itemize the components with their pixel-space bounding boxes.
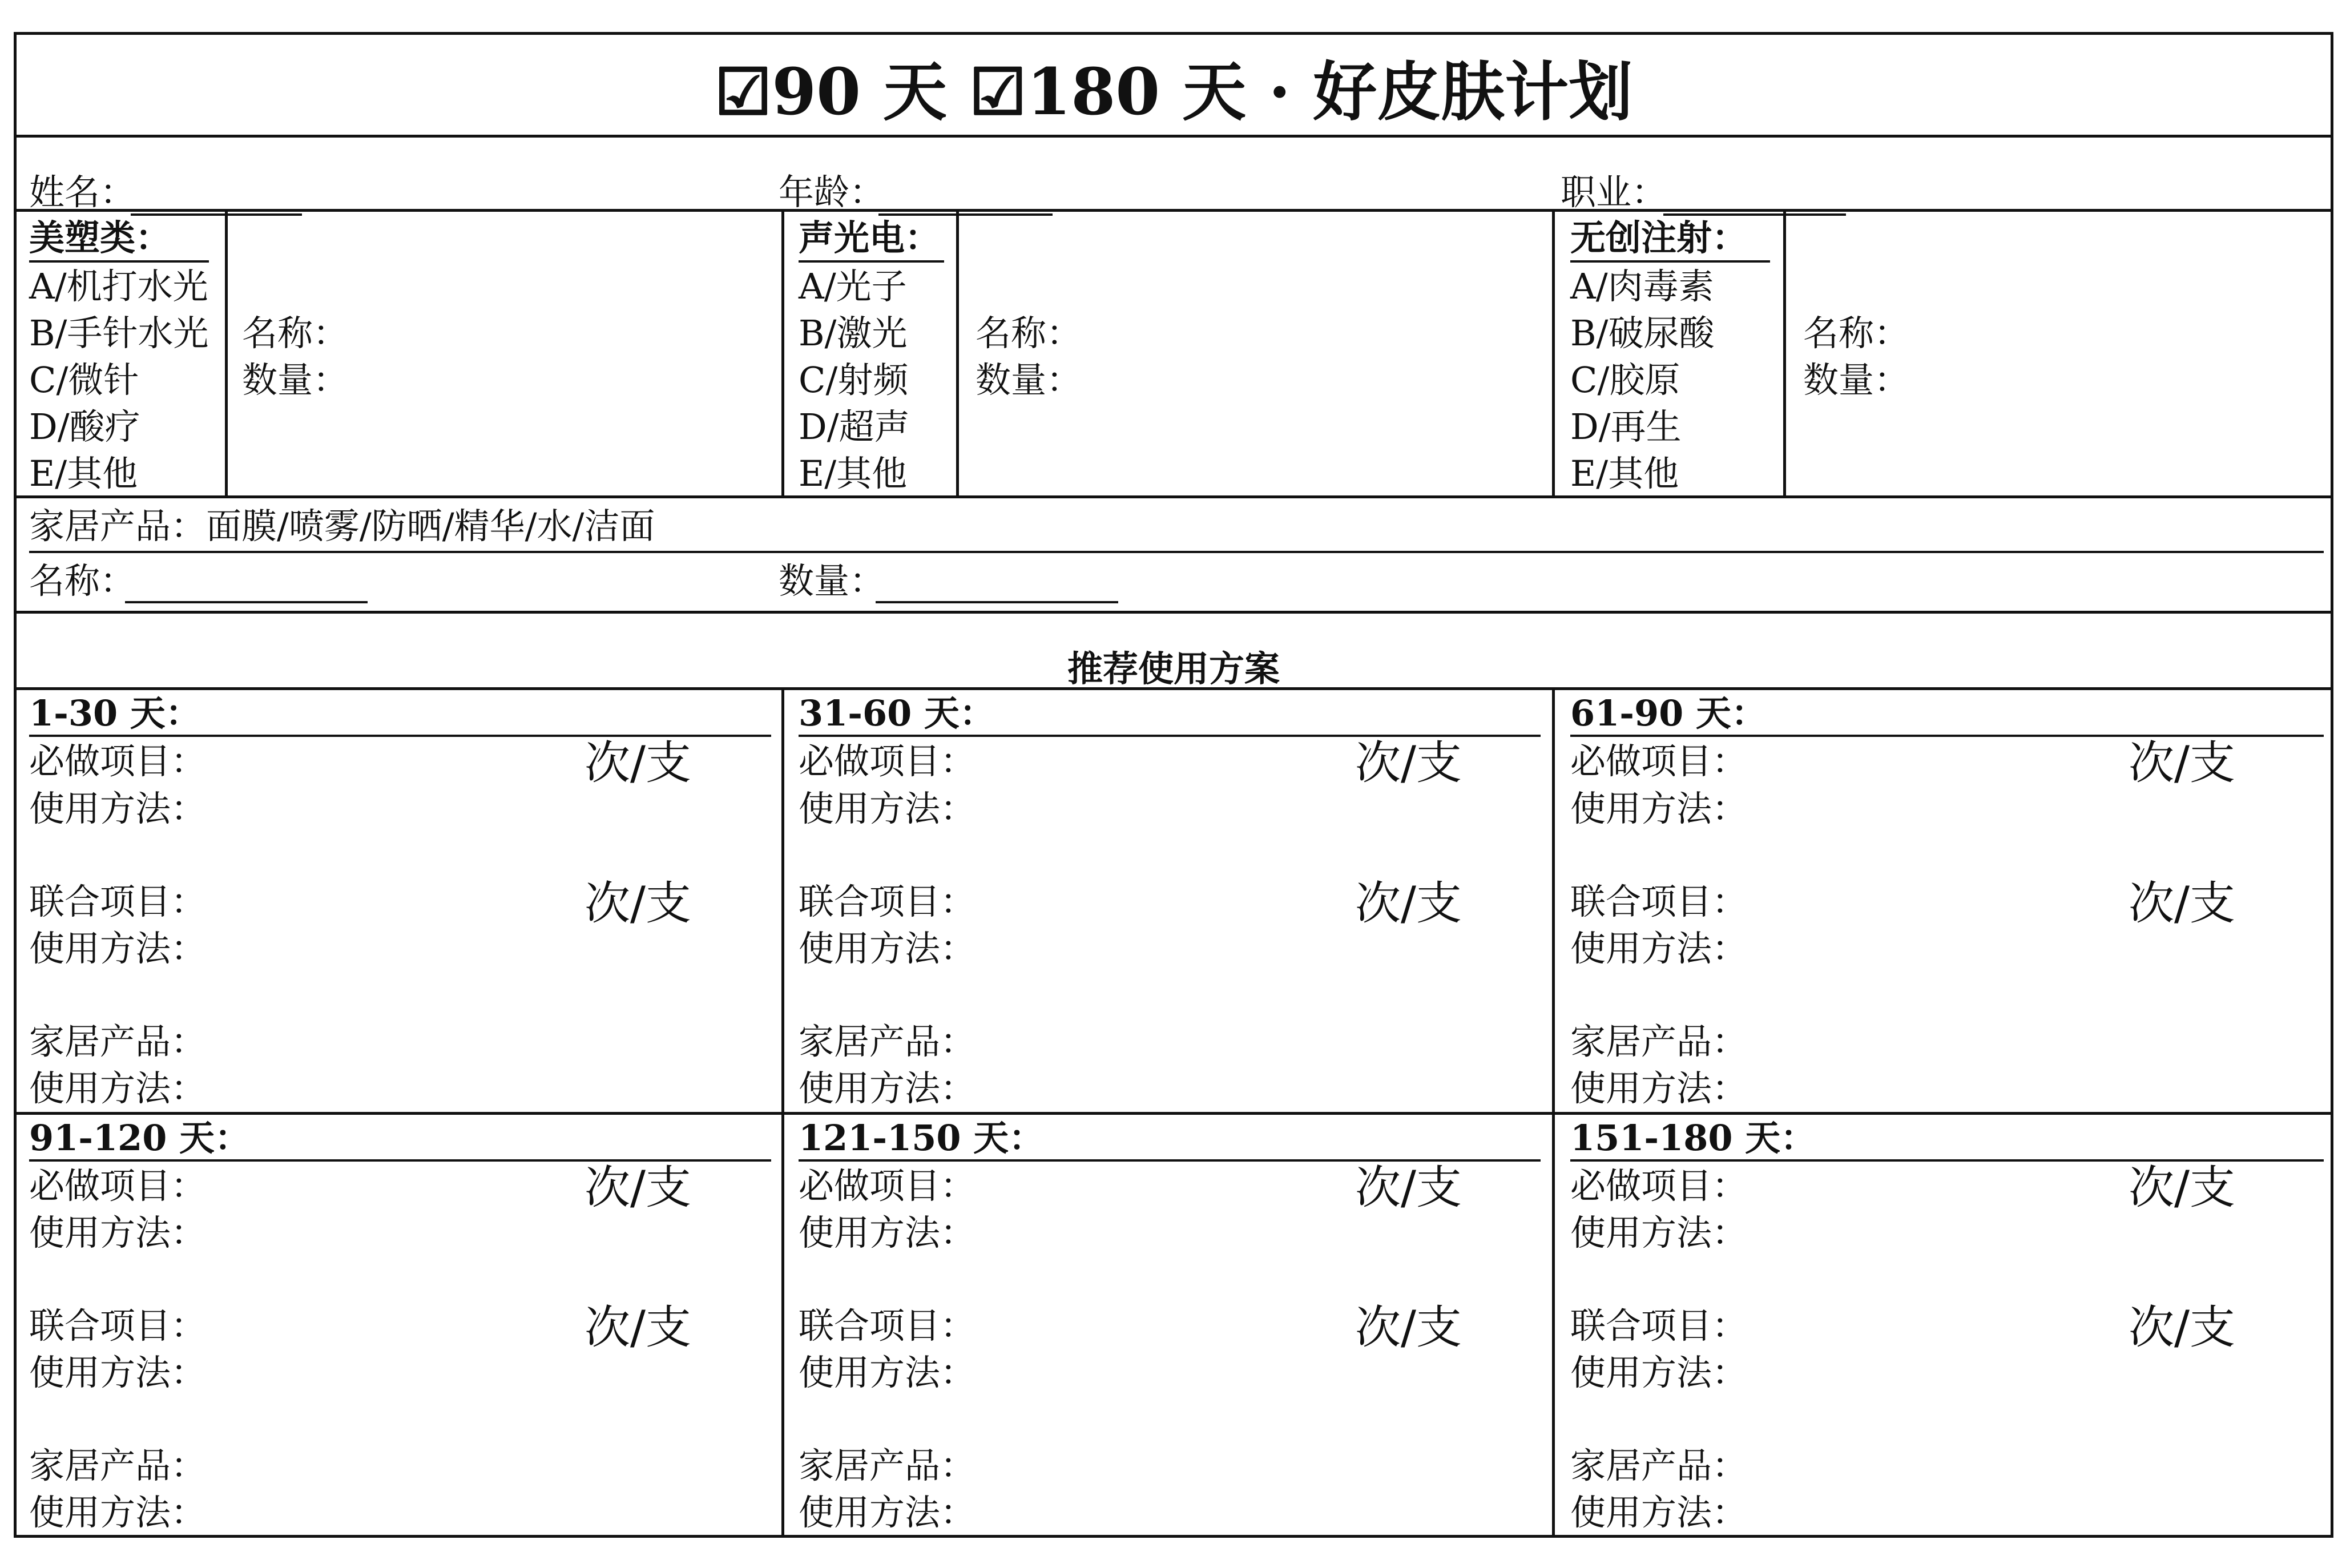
unit-label: 次/支 bbox=[2129, 877, 2235, 930]
job-field[interactable] bbox=[1663, 213, 1846, 216]
option-item[interactable]: D/超声 bbox=[799, 406, 910, 448]
option-item[interactable]: A/肉毒素 bbox=[1570, 265, 1714, 307]
option-item[interactable]: C/微针 bbox=[29, 359, 139, 401]
home-name-label: 名称： bbox=[29, 560, 136, 602]
option-item[interactable]: A/光子 bbox=[799, 265, 907, 307]
divider bbox=[17, 687, 2331, 690]
header-underline bbox=[799, 260, 944, 263]
usage-label: 使用方法： bbox=[1570, 1352, 1748, 1393]
unit-label: 次/支 bbox=[584, 1301, 691, 1354]
option-item[interactable]: B/手针水光 bbox=[29, 312, 209, 354]
period-label: 121-150 天： bbox=[799, 1117, 1045, 1159]
home-product-label: 家居产品： bbox=[1570, 1021, 1748, 1062]
combo-label: 联合项目： bbox=[1570, 881, 1748, 922]
category-header: 声光电： bbox=[799, 217, 941, 259]
category-header: 美塑类： bbox=[29, 217, 171, 259]
skin-plan-form bbox=[14, 32, 2333, 1538]
usage-label: 使用方法： bbox=[799, 1067, 976, 1109]
usage-label: 使用方法： bbox=[29, 1212, 207, 1253]
unit-label: 次/支 bbox=[584, 1161, 691, 1214]
home-qty-label: 数量： bbox=[779, 560, 885, 602]
option-item[interactable]: C/胶原 bbox=[1570, 359, 1680, 401]
period-label: 31-60 天： bbox=[799, 692, 995, 734]
must-do-label: 必做项目： bbox=[1570, 740, 1748, 782]
product-qty-label: 数量： bbox=[1803, 359, 1910, 401]
option-item[interactable]: C/射频 bbox=[799, 359, 909, 401]
product-qty-label: 数量： bbox=[242, 359, 349, 401]
home-product-label: 家居产品： bbox=[1570, 1445, 1748, 1486]
usage-label: 使用方法： bbox=[799, 1352, 976, 1393]
name-label: 姓名： bbox=[29, 171, 136, 213]
divider bbox=[17, 209, 2331, 212]
divider bbox=[225, 212, 228, 495]
unit-label: 次/支 bbox=[584, 877, 691, 930]
age-field[interactable] bbox=[878, 213, 1053, 216]
product-qty-label: 数量： bbox=[975, 359, 1082, 401]
home-name-field[interactable] bbox=[125, 601, 368, 603]
option-item[interactable]: E/其他 bbox=[1570, 453, 1679, 494]
category-header: 无创注射： bbox=[1570, 217, 1748, 259]
usage-label: 使用方法： bbox=[1570, 928, 1748, 969]
divider bbox=[781, 212, 784, 495]
home-product-label: 家居产品： bbox=[799, 1021, 976, 1062]
option-item[interactable]: E/其他 bbox=[29, 453, 138, 494]
unit-label: 次/支 bbox=[1355, 736, 1462, 789]
usage-label: 使用方法： bbox=[799, 928, 976, 969]
unit-label: 次/支 bbox=[1355, 1161, 1462, 1214]
divider bbox=[17, 135, 2331, 138]
unit-label: 次/支 bbox=[2129, 1301, 2235, 1354]
form-title: ☑90 天 ☑180 天 · 好皮肤计划 bbox=[714, 55, 1633, 130]
option-item[interactable]: E/其他 bbox=[799, 453, 908, 494]
age-label: 年龄： bbox=[779, 171, 885, 213]
combo-label: 联合项目： bbox=[799, 881, 976, 922]
plan-title: 推荐使用方案 bbox=[1067, 648, 1280, 690]
combo-label: 联合项目： bbox=[29, 1305, 207, 1347]
job-label: 职业： bbox=[1561, 171, 1667, 213]
name-field[interactable] bbox=[131, 213, 302, 216]
usage-label: 使用方法： bbox=[29, 1352, 207, 1393]
usage-label: 使用方法： bbox=[1570, 1212, 1748, 1253]
unit-label: 次/支 bbox=[2129, 736, 2235, 789]
home-product-label: 家居产品： bbox=[799, 1445, 976, 1486]
usage-label: 使用方法： bbox=[29, 788, 207, 829]
option-item[interactable]: B/激光 bbox=[799, 312, 908, 354]
period-label: 61-90 天： bbox=[1570, 692, 1767, 734]
must-do-label: 必做项目： bbox=[799, 740, 976, 782]
header-underline bbox=[1570, 260, 1770, 263]
unit-label: 次/支 bbox=[1355, 1301, 1462, 1354]
usage-label: 使用方法： bbox=[799, 1492, 976, 1533]
usage-label: 使用方法： bbox=[799, 788, 976, 829]
combo-label: 联合项目： bbox=[1570, 1305, 1748, 1347]
must-do-label: 必做项目： bbox=[799, 1165, 976, 1207]
home-qty-field[interactable] bbox=[876, 601, 1118, 603]
option-item[interactable]: D/再生 bbox=[1570, 406, 1682, 448]
divider bbox=[17, 1112, 2331, 1115]
divider bbox=[956, 212, 959, 495]
must-do-label: 必做项目： bbox=[1570, 1165, 1748, 1207]
must-do-label: 必做项目： bbox=[29, 1165, 207, 1207]
usage-label: 使用方法： bbox=[29, 928, 207, 969]
unit-label: 次/支 bbox=[1355, 877, 1462, 930]
usage-label: 使用方法： bbox=[1570, 1492, 1748, 1533]
usage-label: 使用方法： bbox=[29, 1492, 207, 1533]
product-name-label: 名称： bbox=[975, 312, 1082, 354]
option-item[interactable]: D/酸疗 bbox=[29, 406, 140, 448]
unit-label: 次/支 bbox=[584, 736, 691, 789]
period-label: 151-180 天： bbox=[1570, 1117, 1816, 1159]
product-name-label: 名称： bbox=[242, 312, 349, 354]
usage-label: 使用方法： bbox=[29, 1067, 207, 1109]
product-name-label: 名称： bbox=[1803, 312, 1910, 354]
combo-label: 联合项目： bbox=[29, 881, 207, 922]
unit-label: 次/支 bbox=[2129, 1161, 2235, 1214]
period-label: 91-120 天： bbox=[29, 1117, 251, 1159]
home-products-underline bbox=[29, 551, 2324, 553]
must-do-label: 必做项目： bbox=[29, 740, 207, 782]
combo-label: 联合项目： bbox=[799, 1305, 976, 1347]
period-label: 1-30 天： bbox=[29, 692, 201, 734]
usage-label: 使用方法： bbox=[799, 1212, 976, 1253]
divider bbox=[1783, 212, 1786, 495]
divider bbox=[1552, 212, 1555, 495]
home-products-line: 家居产品：面膜/喷雾/防晒/精华/水/洁面 bbox=[29, 505, 655, 547]
header-underline bbox=[29, 260, 209, 263]
usage-label: 使用方法： bbox=[1570, 788, 1748, 829]
usage-label: 使用方法： bbox=[1570, 1067, 1748, 1109]
option-item[interactable]: B/破尿酸 bbox=[1570, 312, 1715, 354]
home-product-label: 家居产品： bbox=[29, 1021, 207, 1062]
divider bbox=[17, 611, 2331, 614]
home-product-label: 家居产品： bbox=[29, 1445, 207, 1486]
divider bbox=[17, 495, 2331, 498]
option-item[interactable]: A/机打水光 bbox=[29, 265, 208, 307]
